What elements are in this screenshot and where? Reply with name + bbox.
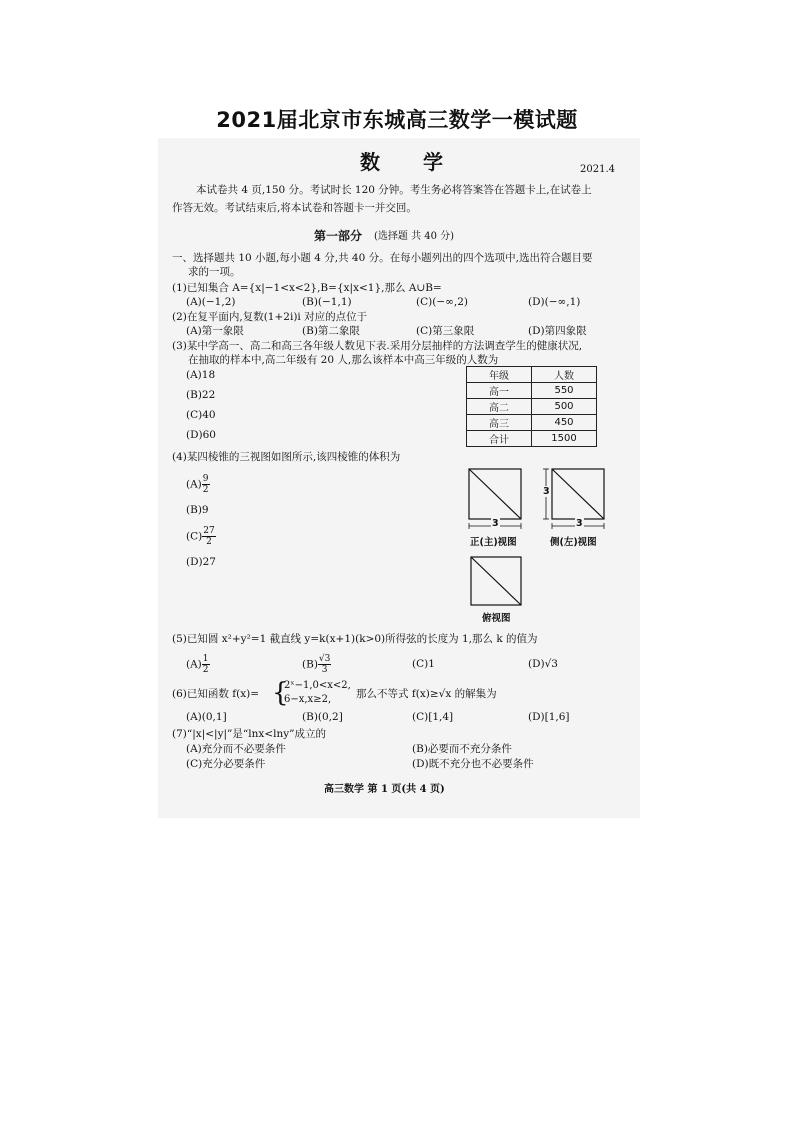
q4-option-a xyxy=(186,474,210,495)
part-note: (选择题 共 40 分) xyxy=(374,231,455,242)
q6-option-d: (D)[1,6] xyxy=(528,711,570,723)
q3-option-c: (C)40 xyxy=(186,409,216,421)
q6-case-2: 6−x,x≥2, xyxy=(284,694,332,705)
q3-stem-line-2: 在抽取的样本中,高二年级有 20 人,那么该样本中高三年级的人数为 xyxy=(188,354,499,366)
front-view-dimension: 3 xyxy=(492,518,499,529)
q2-stem: (2)在复平面内,复数(1+2i)i 对应的点位于 xyxy=(172,311,368,323)
front-view-caption: 正(主)视图 xyxy=(470,537,517,548)
q7-option-b: (B)必要而不充分条件 xyxy=(412,743,512,755)
top-view-caption: 俯视图 xyxy=(482,613,511,624)
q3-option-d: (D)60 xyxy=(186,429,216,441)
table-header-row xyxy=(467,367,597,383)
fraction xyxy=(318,654,331,675)
table-cell: 450 xyxy=(532,415,597,431)
exam-date: 2021.4 xyxy=(580,164,615,175)
q5-option-c: (C)1 xyxy=(412,658,435,670)
top-view-figure xyxy=(470,556,524,608)
q1-option-c: (C)(−∞,2) xyxy=(416,296,468,308)
q1-option-b: (B)(−1,1) xyxy=(302,296,352,308)
q6-option-b: (B)(0,2] xyxy=(302,711,343,723)
table-cell: 500 xyxy=(532,399,597,415)
subject-title: 数 学 xyxy=(360,150,461,174)
q1-option-a: (A)(−1,2) xyxy=(186,296,236,308)
section-instruction-line-2: 求的一项。 xyxy=(188,266,241,278)
q5-option-d: (D)√3 xyxy=(528,658,558,670)
table-cell: 高一 xyxy=(467,383,532,399)
q7-option-a: (A)充分而不必要条件 xyxy=(186,743,286,755)
q3-option-a: (A)18 xyxy=(186,369,216,381)
q5-option-b-label: (B) xyxy=(302,658,318,671)
fraction-numerator: 9 xyxy=(202,474,209,484)
fraction-denominator: 2 xyxy=(202,485,209,495)
q6-option-c: (C)[1,4] xyxy=(412,711,454,723)
fraction xyxy=(202,654,210,675)
q4-option-a-label: (A) xyxy=(186,478,202,491)
page-title: 2021届北京市东城高三数学一模试题 xyxy=(216,108,578,132)
page-footer: 高三数学 第 1 页(共 4 页) xyxy=(324,784,445,795)
q6-stem-prefix: (6)已知函数 f(x)= xyxy=(172,688,260,700)
part-heading: 第一部分 xyxy=(314,229,363,243)
table-cell: 合计 xyxy=(467,431,532,447)
piecewise-brace: { xyxy=(272,678,289,708)
table-row xyxy=(467,415,597,431)
q5-option-a xyxy=(186,654,210,675)
table-cell: 1500 xyxy=(532,431,597,447)
q4-stem: (4)某四棱锥的三视图如图所示,该四棱锥的体积为 xyxy=(172,451,401,463)
fraction-numerator: 1 xyxy=(202,654,209,664)
table-header-cell: 年级 xyxy=(467,367,532,383)
table-header-cell: 人数 xyxy=(532,367,597,383)
side-view-height-dimension: 3 xyxy=(543,486,550,497)
instructions-line-1: 本试卷共 4 页,150 分。考试时长 120 分钟。考生务必将答案答在答题卡上,在试卷上 xyxy=(196,184,592,196)
q6-stem-suffix: 那么不等式 f(x)≥√x 的解集为 xyxy=(356,688,497,700)
q4-option-d: (D)27 xyxy=(186,556,216,568)
side-view-caption: 侧(左)视图 xyxy=(550,537,597,548)
fraction-numerator: 27 xyxy=(203,526,215,536)
table-row xyxy=(467,383,597,399)
q7-option-d: (D)既不充分也不必要条件 xyxy=(412,758,534,770)
instructions-line-2: 作答无效。考试结束后,将本试卷和答题卡一并交回。 xyxy=(172,202,417,214)
q5-stem: (5)已知圆 x²+y²=1 截直线 y=k(x+1)(k>0)所得弦的长度为 1,那么 k 的值为 xyxy=(172,633,538,645)
fraction-denominator: 3 xyxy=(321,665,328,675)
q4-option-c xyxy=(186,526,216,547)
fraction-denominator: 2 xyxy=(206,537,212,547)
table-cell: 高二 xyxy=(467,399,532,415)
fraction-denominator: 2 xyxy=(202,665,209,675)
fraction xyxy=(202,526,215,547)
q4-option-b: (B)9 xyxy=(186,504,209,516)
table-row xyxy=(467,399,597,415)
table-row xyxy=(467,431,597,447)
fraction-numerator: √3 xyxy=(318,654,331,664)
section-instruction-line-1: 一、选择题共 10 小题,每小题 4 分,共 40 分。在每小题列出的四个选项中,选出符合题目要 xyxy=(172,252,593,264)
q2-option-d: (D)第四象限 xyxy=(528,325,587,337)
side-view-width-dimension: 3 xyxy=(576,518,583,529)
q5-option-a-label: (A) xyxy=(186,658,202,671)
q6-option-a: (A)(0,1] xyxy=(186,711,227,723)
q5-option-b xyxy=(302,654,331,675)
table-cell: 550 xyxy=(532,383,597,399)
q3-stem-line-1: (3)某中学高一、高二和高三各年级人数见下表.采用分层抽样的方法调查学生的健康状况, xyxy=(172,340,583,352)
grade-table xyxy=(466,366,597,447)
q7-stem: (7)“|x|<|y|”是“lnx<lny”成立的 xyxy=(172,728,327,740)
q4-option-c-label: (C) xyxy=(186,530,203,543)
q6-case-1: 2ˣ−1,0<x<2, xyxy=(284,680,351,691)
table-cell: 高三 xyxy=(467,415,532,431)
q3-option-b: (B)22 xyxy=(186,389,216,401)
q2-option-b: (B)第二象限 xyxy=(302,325,360,337)
q1-option-d: (D)(−∞,1) xyxy=(528,296,581,308)
q7-option-c: (C)充分必要条件 xyxy=(186,758,266,770)
q1-stem: (1)已知集合 A={x|−1<x<2},B={x|x<1},那么 A∪B= xyxy=(172,282,442,294)
fraction xyxy=(202,474,210,495)
q2-option-a: (A)第一象限 xyxy=(186,325,244,337)
q2-option-c: (C)第三象限 xyxy=(416,325,475,337)
